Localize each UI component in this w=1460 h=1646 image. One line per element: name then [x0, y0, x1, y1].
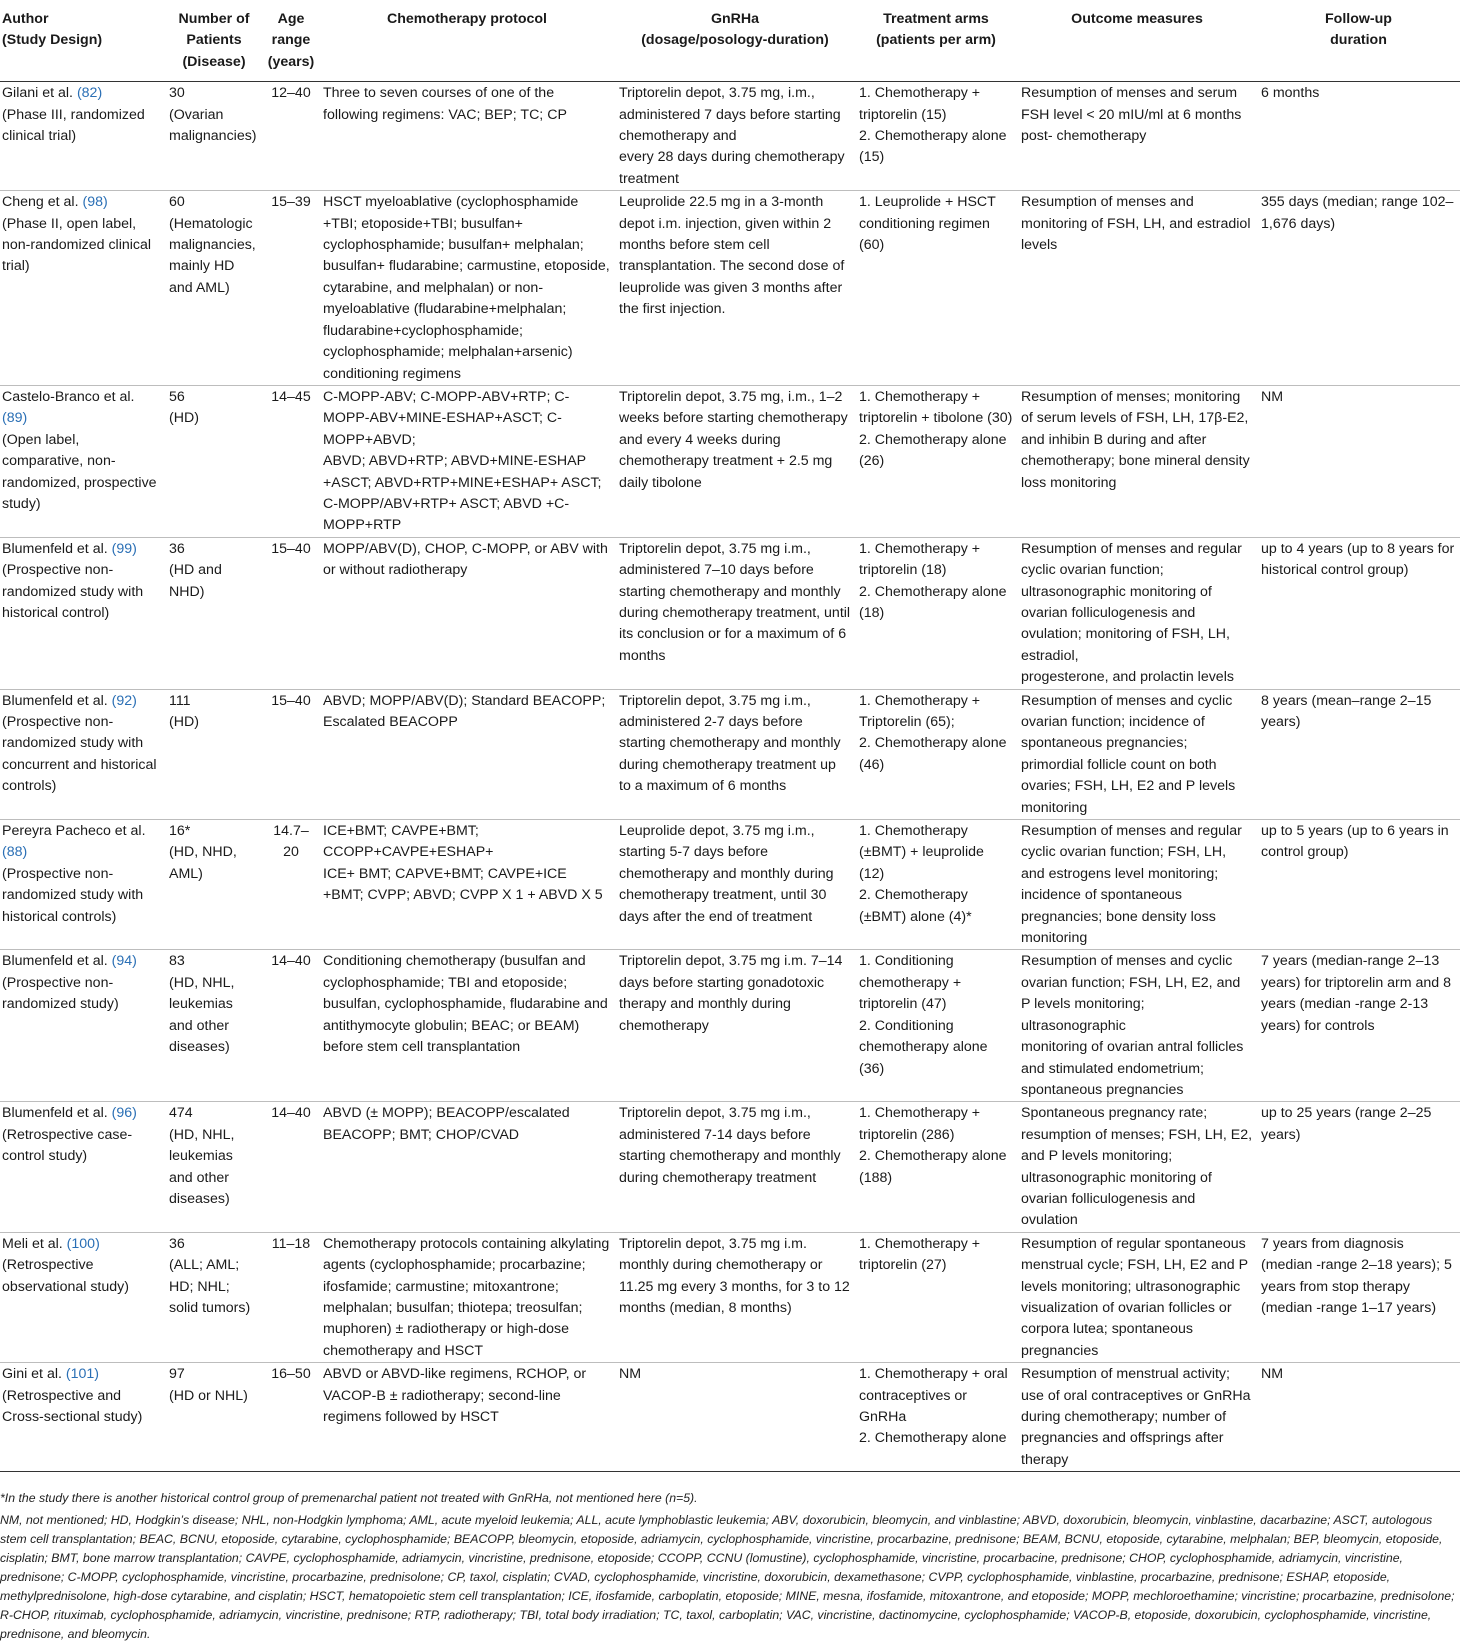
cell-outcome: Resumption of menses and regular cyclic ovarian function; FSH, LH, and estrogens level monitoring; incidence of spontaneous pregnancies; bone density loss monitoring — [1017, 820, 1257, 950]
study-design: (Prospective non-randomized study with historical controls) — [2, 865, 144, 925]
reference-link[interactable]: (100) — [66, 1235, 100, 1252]
cell-outcome: Resumption of menses and cyclic ovarian function; FSH, LH, E2, and P levels monitoring; ultrasonographic monitoring of ovarian antral follicles and stimulated endometrium; spontaneous pregnancies — [1017, 950, 1257, 1102]
cell-gnrha: Triptorelin depot, 3.75 mg i.m. monthly during chemotherapy or 11.25 mg every 3 months, for 3 to 12 months (median, 8 months) — [615, 1232, 855, 1362]
header-row — [0, 0, 1460, 82]
author-name: Castelo-Branco et al. — [2, 388, 135, 405]
cell-gnrha: Triptorelin depot, 3.75 mg i.m., administered 7–10 days before starting chemotherapy and monthly during chemotherapy treatment, until its conclusion or for a maximum of 6 months — [615, 537, 855, 689]
footnote: *In the study there is another historical control group of premenarchal patient not treated with GnRHa, not mentioned here (n=5). — [0, 1491, 698, 1505]
cell-author — [0, 82, 165, 191]
cell-patients: 83 (HD, NHL, leukemias and other diseases) — [165, 950, 263, 1102]
reference-link[interactable]: (101) — [65, 1366, 100, 1383]
author-name: Cheng et al. — [2, 194, 79, 211]
cell-patients: 111 (HD) — [165, 689, 263, 819]
table-row — [0, 689, 1460, 819]
cell-author — [0, 385, 165, 537]
header-outcome: Outcome measures — [1017, 0, 1257, 82]
table-row — [0, 537, 1460, 689]
cell-protocol: ABVD or ABVD-like regimens, RCHOP, or VACOP-B ± radiotherapy; second-line regimens followed by HSCT — [319, 1363, 615, 1472]
cell-arms: 1. Leuprolide + HSCT conditioning regimen (60) — [855, 191, 1017, 386]
cell-age: 11–18 — [263, 1232, 319, 1362]
cell-age: 14.7– 20 — [263, 820, 319, 950]
study-design: (Retrospective case-control study) — [2, 1126, 133, 1165]
table-footer — [0, 1489, 1460, 1644]
study-design: (Prospective non-randomized study with concurrent and historical controls) — [2, 714, 157, 795]
cell-followup: 8 years (mean–range 2–15 years) — [1257, 689, 1460, 819]
cell-gnrha: Triptorelin depot, 3.75 mg i.m., administered 2-7 days before starting chemotherapy and monthly during chemotherapy treatment up to a maximum of 6 months — [615, 689, 855, 819]
table-body — [0, 82, 1460, 1472]
cell-gnrha: Leuprolide 22.5 mg in a 3-month depot i.m. injection, given within 2 months before stem cell transplantation. The second dose of leuprolide was given 3 months after the first injection. — [615, 191, 855, 386]
header-arms: Treatment arms (patients per arm) — [855, 0, 1017, 82]
study-design: (Retrospective observational study) — [2, 1257, 129, 1295]
cell-outcome: Spontaneous pregnancy rate; resumption of menses; FSH, LH, E2, and P levels monitoring; ultrasonographic monitoring of ovarian folliculogenesis and ovulation — [1017, 1102, 1257, 1232]
cell-arms: 1. Chemotherapy + triptorelin + tibolone (30) 2. Chemotherapy alone (26) — [855, 385, 1017, 537]
cell-gnrha: Triptorelin depot, 3.75 mg i.m. 7–14 days before starting gonadotoxic therapy and monthly during chemotherapy — [615, 950, 855, 1102]
cell-gnrha: Leuprolide depot, 3.75 mg i.m., starting 5-7 days before chemotherapy and monthly during chemotherapy treatment, until 30 days after the end of treatment — [615, 820, 855, 950]
header-patients: Number of Patients (Disease) — [165, 0, 263, 82]
table-row — [0, 82, 1460, 191]
cell-followup: 355 days (median; range 102–1,676 days) — [1257, 191, 1460, 386]
study-design: (Retrospective and Cross-sectional study) — [2, 1387, 143, 1425]
study-design: (Prospective non-randomized study with historical control) — [2, 562, 144, 621]
cell-gnrha: Triptorelin depot, 3.75 mg, i.m., administered 7 days before starting chemotherapy and every 28 days during chemotherapy treatment — [615, 82, 855, 191]
cell-arms: 1. Chemotherapy (±BMT) + leuprolide (12) 2. Chemotherapy (±BMT) alone (4)* — [855, 820, 1017, 950]
cell-arms: 1. Chemotherapy + oral contraceptives or GnRHa 2. Chemotherapy alone — [855, 1363, 1017, 1472]
table-row — [0, 1363, 1460, 1472]
cell-patients: 60 (Hematologic malignancies, mainly HD and AML) — [165, 191, 263, 386]
cell-age: 14–40 — [263, 950, 319, 1102]
cell-age: 14–45 — [263, 385, 319, 537]
table-header — [0, 0, 1460, 82]
cell-outcome: Resumption of regular spontaneous menstrual cycle; FSH, LH, E2 and P levels monitoring; ultrasonographic visualization of ovarian follicles or corpora lutea; spontaneous pregnancies — [1017, 1232, 1257, 1362]
cell-age: 14–40 — [263, 1102, 319, 1232]
reference-link[interactable]: (89) — [2, 410, 28, 427]
cell-protocol: ABVD; MOPP/ABV(D); Standard BEACOPP; Escalated BEACOPP — [319, 689, 615, 819]
cell-patients: 56 (HD) — [165, 385, 263, 537]
header-followup: Follow-up duration — [1257, 0, 1460, 82]
cell-followup: up to 25 years (range 2–25 years) — [1257, 1102, 1460, 1232]
study-design: (Phase II, open label, non-randomized clinical trial) — [2, 215, 152, 275]
author-name: Blumenfeld et al. — [2, 953, 108, 970]
cell-followup: up to 5 years (up to 6 years in control group) — [1257, 820, 1460, 950]
cell-protocol: Chemotherapy protocols containing alkylating agents (cyclophosphamide; procarbazine; ifosfamide; carmustine; mitoxantrone; melphalan; busulfan; thiotepa; treosulfan; muphoren) ± radiotherapy or high-dose chemotherapy and HSCT — [319, 1232, 615, 1362]
cell-arms: 1. Chemotherapy + Triptorelin (65); 2. Chemotherapy alone (46) — [855, 689, 1017, 819]
cell-protocol: Three to seven courses of one of the following regimens: VAC; BEP; TC; CP — [319, 82, 615, 191]
cell-arms: 1. Chemotherapy + triptorelin (18) 2. Chemotherapy alone (18) — [855, 537, 1017, 689]
author-name: Pereyra Pacheco et al. — [2, 823, 146, 840]
cell-gnrha: Triptorelin depot, 3.75 mg i.m., administered 7-14 days before starting chemotherapy and monthly during chemotherapy treatment — [615, 1102, 855, 1232]
cell-author — [0, 191, 165, 386]
author-name: Gini et al. — [2, 1366, 62, 1383]
table-row — [0, 1102, 1460, 1232]
reference-link[interactable]: (88) — [2, 844, 28, 861]
cell-protocol: HSCT myeloablative (cyclophosphamide +TBI; etoposide+TBI; busulfan+ cyclophosphamide; busulfan+ melphalan; busulfan+ fludarabine; carmustine, etoposide, cytarabine, and melphalan) or non-myeloablative (fludarabine+melphalan; fludarabine+cyclophosphamide; cyclophosphamide; melphalan+arsenic) conditioning regimens — [319, 191, 615, 386]
cell-followup: NM — [1257, 385, 1460, 537]
cell-followup: 6 months — [1257, 82, 1460, 191]
cell-outcome: Resumption of menses and cyclic ovarian function; incidence of spontaneous pregnancies; primordial follicle count on both ovaries; FSH, LH, E2 and P levels monitoring — [1017, 689, 1257, 819]
study-design: (Open label, comparative, non-randomized, prospective study) — [2, 431, 157, 512]
header-age: Age range (years) — [263, 0, 319, 82]
cell-patients: 97 (HD or NHL) — [165, 1363, 263, 1472]
cell-protocol: ABVD (± MOPP); BEACOPP/escalated BEACOPP; BMT; CHOP/CVAD — [319, 1102, 615, 1232]
cell-age: 15–40 — [263, 537, 319, 689]
cell-protocol: MOPP/ABV(D), CHOP, C-MOPP, or ABV with or without radiotherapy — [319, 537, 615, 689]
author-name: Gilani et al. — [2, 85, 73, 102]
cell-age: 15–40 — [263, 689, 319, 819]
cell-patients: 474 (HD, NHL, leukemias and other diseases) — [165, 1102, 263, 1232]
cell-outcome: Resumption of menses and regular cyclic ovarian function; ultrasonographic monitoring of ovarian folliculogenesis and ovulation; monitoring of FSH, LH, estradiol, progesterone, and prolactin levels — [1017, 537, 1257, 689]
cell-followup: NM — [1257, 1363, 1460, 1472]
cell-outcome: Resumption of menses; monitoring of serum levels of FSH, LH, 17β-E2, and inhibin B during and after chemotherapy; bone mineral density loss monitoring — [1017, 385, 1257, 537]
cell-arms: 1. Chemotherapy + triptorelin (15) 2. Chemotherapy alone (15) — [855, 82, 1017, 191]
cell-age: 16–50 — [263, 1363, 319, 1472]
table-row — [0, 820, 1460, 950]
cell-author — [0, 820, 165, 950]
cell-author — [0, 950, 165, 1102]
cell-arms: 1. Chemotherapy + triptorelin (286) 2. Chemotherapy alone (188) — [855, 1102, 1017, 1232]
study-design: (Phase III, randomized clinical trial) — [2, 106, 145, 145]
cell-arms: 1. Chemotherapy + triptorelin (27) — [855, 1232, 1017, 1362]
table-row — [0, 385, 1460, 537]
reference-link[interactable]: (92) — [111, 692, 137, 709]
cell-protocol: ICE+BMT; CAVPE+BMT; CCOPP+CAVPE+ESHAP+ ICE+ BMT; CAPVE+BMT; CAVPE+ICE +BMT; CVPP; ABVD; CVPP X 1 + ABVD X 5 — [319, 820, 615, 950]
cell-protocol: C-MOPP-ABV; C-MOPP-ABV+RTP; C-MOPP-ABV+MINE-ESHAP+ASCT; C-MOPP+ABVD; ABVD; ABVD+RTP; ABVD+MINE-ESHAP +ASCT; ABVD+RTP+MINE+ESHAP+ ASCT; C-MOPP/ABV+RTP+ ASCT; ABVD +C-MOPP+RTP — [319, 385, 615, 537]
cell-followup: up to 4 years (up to 8 years for historical control group) — [1257, 537, 1460, 689]
author-name: Blumenfeld et al. — [2, 692, 108, 709]
cell-author — [0, 1363, 165, 1472]
cell-patients: 36 (ALL; AML; HD; NHL; solid tumors) — [165, 1232, 263, 1362]
cell-arms: 1. Conditioning chemotherapy + triptorelin (47) 2. Conditioning chemotherapy alone (36) — [855, 950, 1017, 1102]
abbreviations: NM, not mentioned; HD, Hodgkin’s disease; NHL, non-Hodgkin lymphoma; AML, acute myeloid leukemia; ALL, acute lymphoblastic leukemia; ABV, doxorubicin, bleomycin, and vinblastine; ABVD, doxorubicin, bleomycin, vinblastine, dacarbazine; ASCT, autologous stem cell transplantation; BEAC, BCNU, etoposide, cytarabine, cyclophosphamide; BEACOPP, bleomycin, etoposide, adriamycin, cyclophosphamide, vincristine, procarbazine, prednisone; BEAM, BCNU, etoposide, cytarabine, melphalan; BEP, bleomycin, etoposide, cisplatin; BMT, bone marrow transplantation; CAVPE, cyclophosphamide, adriamycin, vincristine, prednisone, etoposide; CCOPP, CCNU (lomustine), cyclophosphamide, vincristine, procarbacine, prednisone; CHOP, cyclophosphamide, adriamycin, vincristine, prednisone; C-MOPP, cyclophosphamide, vincristine, procarbazine, prednisolone; CP, taxol, cisplatin; CVAD, cyclophosphamide, vincristine, doxorubicin, dexamethasone; CVPP, cyclophosphamide, vinblastine, procarbazine, prednisone; ESHAP, etoposide, methylprednisolone, high-dose cytarabine, and cisplatin; HSCT, hematopoietic stem cell transplantation; ICE, ifosfamide, carboplatin, etoposide; MINE, mesna, ifosfamide, mitoxantrone, and etoposide; MOPP, mechloroethamine; vincristine; procarbazine, prednisolone; R-CHOP, rituximab, cyclophosphamide, adriamycin, vincristine, prednisone; RTP, radiotherapy; TBI, total body irradiation; TC, taxol, carboplatin; VAC, vincristine, dactinomycine, cyclophosphamide; VACOP-B, etoposide, doxorubicin, cyclophosphamide, vincristine, prednisone, and bleomycin. — [0, 1513, 1455, 1641]
cell-gnrha: Triptorelin depot, 3.75 mg, i.m., 1–2 weeks before starting chemotherapy and every 4 weeks during chemotherapy treatment + 2.5 mg daily tibolone — [615, 385, 855, 537]
reference-link[interactable]: (96) — [111, 1105, 137, 1122]
cell-patients: 30 (Ovarian malignancies) — [165, 82, 263, 191]
header-protocol: Chemotherapy protocol — [319, 0, 615, 82]
cell-followup: 7 years (median-range 2–13 years) for triptorelin arm and 8 years (median -range 2-13 years) for controls — [1257, 950, 1460, 1102]
cell-patients: 16* (HD, NHD, AML) — [165, 820, 263, 950]
author-name: Blumenfeld et al. — [2, 540, 108, 557]
reference-link[interactable]: (82) — [76, 85, 103, 102]
cell-age: 15–39 — [263, 191, 319, 386]
cell-outcome: Resumption of menses and serum FSH level < 20 mIU/ml at 6 months post- chemotherapy — [1017, 82, 1257, 191]
cell-author — [0, 1102, 165, 1232]
cell-outcome: Resumption of menses and monitoring of FSH, LH, and estradiol levels — [1017, 191, 1257, 386]
cell-author — [0, 537, 165, 689]
cell-outcome: Resumption of menstrual activity; use of oral contraceptives or GnRHa during chemotherapy; number of pregnancies and offsprings after therapy — [1017, 1363, 1257, 1472]
cell-followup: 7 years from diagnosis (median -range 2–18 years); 5 years from stop therapy (median -range 1–17 years) — [1257, 1232, 1460, 1362]
reference-link[interactable]: (98) — [82, 194, 108, 211]
header-author: Author (Study Design) — [0, 0, 165, 82]
study-design: (Prospective non-randomized study) — [2, 974, 119, 1013]
table-row — [0, 191, 1460, 386]
reference-link[interactable]: (99) — [111, 540, 137, 557]
cell-author — [0, 1232, 165, 1362]
cell-age: 12–40 — [263, 82, 319, 191]
author-name: Blumenfeld et al. — [2, 1105, 108, 1122]
cell-gnrha: NM — [615, 1363, 855, 1472]
cell-protocol: Conditioning chemotherapy (busulfan and cyclophosphamide; TBI and etoposide; busulfan, cyclophosphamide, fludarabine and antithymocyte globulin; BEAC; or BEAM) before stem cell transplantation — [319, 950, 615, 1102]
reference-link[interactable]: (94) — [111, 953, 137, 970]
cell-author — [0, 689, 165, 819]
cell-patients: 36 (HD and NHD) — [165, 537, 263, 689]
table-row — [0, 1232, 1460, 1362]
table-row — [0, 950, 1460, 1102]
header-gnrha: GnRHa (dosage/posology-duration) — [615, 0, 855, 82]
author-name: Meli et al. — [2, 1235, 63, 1252]
